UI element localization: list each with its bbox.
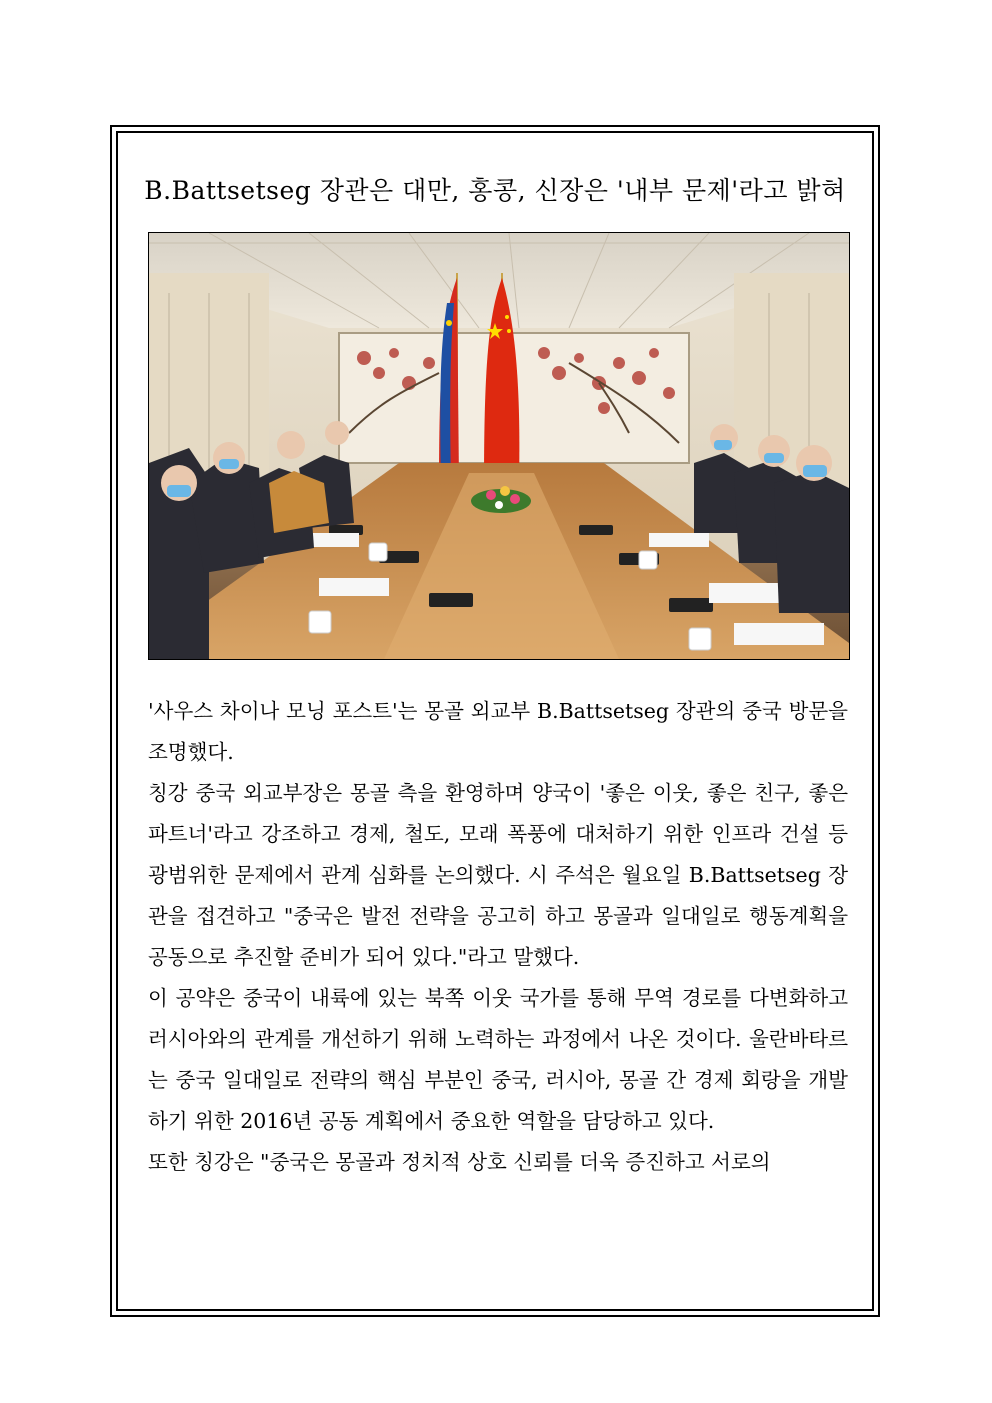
article-body: [148, 691, 848, 1183]
paragraph-4: 또한 칭강은 "중국은 몽골과 정치적 상호 신뢰를 더욱 증진하고 서로의: [148, 1150, 771, 1174]
paragraph-2: 칭강 중국 외교부장은 몽골 측을 환영하며 양국이 '좋은 이웃, 좋은 친구, 좋은 파트너'라고 강조하고 경제, 철도, 모래 폭풍에 대처하기 위한 인프라 건설 등 광범위한 문제에서 관계 심화를 논의했다. 시 주석은 월요일 B.Battsetseg 장관을 접견하고 "중국은 발전 전략을 공고히 하고 몽골과 일대일로 행동계획을 공동으로 추진할 준비가 되어 있다."라고 말했다.: [148, 781, 848, 969]
page-frame: [110, 125, 880, 1317]
page-frame-inner: [116, 131, 874, 1311]
meeting-photo: [148, 232, 850, 660]
meeting-photo-icon: [149, 233, 849, 659]
paragraph-3: 이 공약은 중국이 내륙에 있는 북쪽 이웃 국가를 통해 무역 경로를 다변화하고 러시아와의 관계를 개선하기 위해 노력하는 과정에서 나온 것이다. 울란바타르는 중국 일대일로 전략의 핵심 부분인 중국, 러시아, 몽골 간 경제 회랑을 개발하기 위한 2016년 공동 계획에서 중요한 역할을 담당하고 있다.: [148, 986, 848, 1133]
article-title: B.Battsetseg 장관은 대만, 홍콩, 신장은 '내부 문제'라고 밝혀: [144, 176, 846, 205]
paragraph-1: '사우스 차이나 모닝 포스트'는 몽골 외교부 B.Battsetseg 장관의 중국 방문을 조명했다.: [148, 699, 848, 764]
